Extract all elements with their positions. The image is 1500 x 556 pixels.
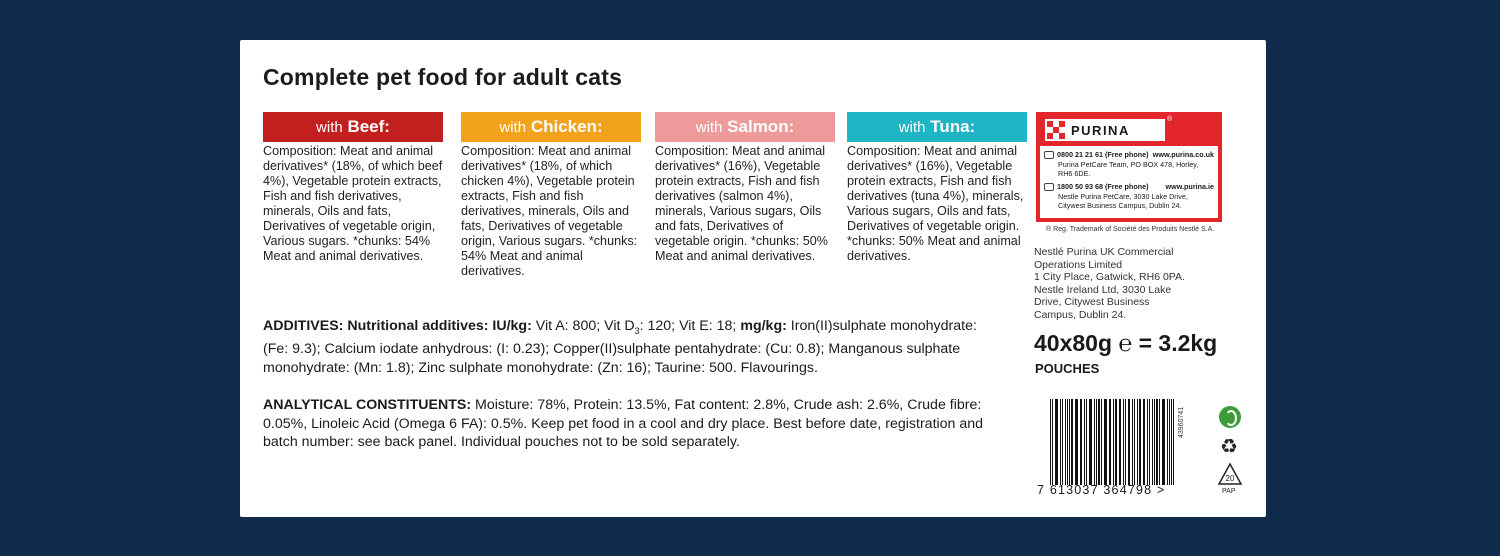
barcode-bar — [1067, 399, 1068, 485]
barcode-bar — [1071, 399, 1072, 485]
additives-section: ADDITIVES: Nutritional additives: IU/kg: Vit A: 800; Vit $D_3$: 120; Vit E: 18; mg/kg: Iron(II)sulphate monohydrate: (Fe: 9.3); Calcium iodate anhydrous: (I: 0.23); Copper(II)sulphate pentahydrate: (Cu: 0.8); Manganous sulphate monohydrate: (Mn: 1.8); Zinc sulphate monohydrate: (Zn: 16); Taurine: 500. Flavourings. — [263, 318, 977, 376]
variety-name: Beef: — [347, 117, 390, 136]
variety-banner: with Tuna: — [847, 112, 1027, 142]
barcode-bar — [1105, 399, 1106, 485]
variety-name: Tuna: — [930, 117, 976, 136]
variety-chicken — [461, 112, 641, 279]
barcode-bar — [1094, 399, 1095, 485]
barcode-bar — [1144, 399, 1145, 485]
recycle-icon: ♻ — [1220, 436, 1238, 458]
variety-name: Salmon: — [727, 117, 795, 136]
barcode-bar — [1147, 399, 1148, 485]
svg-text:20: 20 — [1225, 474, 1235, 483]
barcode-bar — [1139, 399, 1141, 485]
barcode-bar — [1137, 399, 1138, 485]
page-title: Complete pet food for adult cats — [263, 64, 623, 90]
barcode — [1050, 395, 1176, 485]
company-address: Nestlé Purina UK Commercial Operations Limited 1 City Place, Gatwick, RH6 0PA. Nestle Ireland Ltd, 3030 Lake Drive, Citywest Business Campus, Dublin 24. — [1034, 246, 1185, 321]
barcode-bar — [1162, 399, 1163, 485]
barcode-bar — [1159, 399, 1160, 485]
barcode-bar — [1152, 399, 1153, 485]
barcode-bar — [1090, 399, 1091, 485]
purina-logo: PURINA — [1044, 118, 1166, 142]
barcode-bar — [1075, 399, 1076, 485]
phone-icon — [1044, 183, 1054, 191]
green-dot-icon — [1219, 406, 1241, 428]
barcode-bar — [1113, 399, 1114, 485]
purina-contact-box: PURINA ® 0800 21 21 61 (Free phone) www.purina.co.uk Purina PetCare Team, PO BOX 478, Horley, RH6 6DE. 1800 50 93 68 (Free phone) www.purina.ie Nestle Purina PetCare, 3030 Lake Drive, Citywest Business Campus, Dublin 24. — [1036, 112, 1222, 222]
checkerboard-icon — [1047, 121, 1065, 139]
barcode-bar — [1056, 399, 1057, 485]
barcode-bar — [1098, 399, 1100, 485]
barcode-bar — [1065, 399, 1066, 485]
barcode-bar — [1171, 399, 1172, 485]
variety-tuna — [847, 112, 1027, 264]
barcode-side-number: 43960741 — [1178, 406, 1185, 438]
barcode-bar — [1173, 399, 1174, 485]
variety-name: Chicken: — [530, 117, 603, 136]
barcode-bar — [1134, 399, 1135, 485]
composition-text: Composition: Meat and animal derivatives* (18%, of which beef 4%), Vegetable protein extracts, Fish and fish derivatives, minerals, Oils and fats, Derivatives of vegetable origin, Various sugars. *chunks: 54% Meat and animal derivatives. — [263, 144, 443, 263]
barcode-bar — [1104, 399, 1105, 485]
composition-text: Composition: Meat and animal derivatives* (16%), Vegetable protein extracts, Fish and fish derivatives (tuna 4%), minerals, Various sugars, Oils and fats, Derivatives of vegetable origin. *chunks: 50% Meat and animal derivatives. — [847, 144, 1024, 263]
barcode-bar — [1084, 399, 1085, 485]
uk-url[interactable]: www.purina.co.uk — [1152, 150, 1214, 159]
barcode-bar — [1143, 399, 1144, 485]
pap-recycle-triangle-icon — [1217, 462, 1243, 486]
pap-label: PAP — [1222, 488, 1236, 495]
variety-beef — [263, 112, 443, 264]
contact-card: 0800 21 21 61 (Free phone) www.purina.co.uk Purina PetCare Team, PO BOX 478, Horley, RH6 6DE. 1800 50 93 68 (Free phone) www.purina.ie Nestle Purina PetCare, 3030 Lake Drive, Citywest Business Campus, Dublin 24. — [1040, 146, 1218, 218]
barcode-bar — [1156, 399, 1158, 485]
barcode-bar — [1089, 399, 1090, 485]
barcode-bar — [1115, 399, 1117, 485]
barcode-bar — [1062, 399, 1063, 485]
barcode-bar — [1080, 399, 1081, 485]
composition-text: Composition: Meat and animal derivatives* (16%), Vegetable protein extracts, Fish and fish derivatives (salmon 4%), minerals, Various sugars, Oils and fats, Derivatives of vegetable origin. *chunks: 50% Meat and animal derivatives. — [655, 144, 828, 263]
barcode-bar — [1096, 399, 1097, 485]
barcode-bar — [1110, 399, 1111, 485]
ie-url[interactable]: www.purina.ie — [1165, 182, 1214, 191]
pouches-label: POUCHES — [1035, 361, 1100, 376]
variety-banner: with Beef: — [263, 112, 443, 142]
barcode-bar — [1163, 399, 1164, 485]
label-panel — [240, 40, 1266, 517]
barcode-bar — [1055, 399, 1056, 485]
composition-text: Composition: Meat and animal derivatives* (18%, of which chicken 4%), Vegetable protein extracts, Fish and fish derivatives, minerals, Oils and fats, Derivatives of vegetable origin, Various sugars. *chunks: 54% Meat and animal derivatives. — [461, 144, 638, 278]
barcode-bar — [1076, 399, 1078, 485]
uk-contact: 0800 21 21 61 (Free phone) www.purina.co.uk — [1044, 150, 1216, 160]
barcode-bar — [1069, 399, 1070, 485]
barcode-bar — [1149, 399, 1150, 485]
barcode-bar — [1123, 399, 1124, 485]
ie-contact: 1800 50 93 68 (Free phone) www.purina.ie — [1044, 182, 1216, 192]
barcode-bar — [1101, 399, 1102, 485]
barcode-bar — [1119, 399, 1120, 485]
variety-banner: with Salmon: — [655, 112, 835, 142]
barcode-bar — [1128, 399, 1129, 485]
barcode-digits: 7 613037 364798 > — [1037, 483, 1166, 497]
variety-salmon — [655, 112, 835, 264]
barcode-bar — [1125, 399, 1126, 485]
barcode-bar — [1081, 399, 1082, 485]
net-weight: 40x80g ℮ = 3.2kg — [1034, 330, 1218, 356]
barcode-bar — [1052, 399, 1053, 485]
barcode-bar — [1129, 399, 1130, 485]
analytical-constituents: ANALYTICAL CONSTITUENTS: Moisture: 78%, Protein: 13.5%, Fat content: 2.8%, Crude ash: 2.6%, Crude fibre: 0.05%, Linoleic Acid (Omega 6 FA): 0.5%. Keep pet food in a cool and dry place. Best before date, registration and batch number: see back panel. Individual pouches not to be sold separately. — [263, 397, 984, 450]
barcode-bar — [1109, 399, 1110, 485]
barcode-bar — [1132, 399, 1133, 485]
barcode-bar — [1120, 399, 1121, 485]
barcode-bar — [1154, 399, 1155, 485]
barcode-bar — [1086, 399, 1087, 485]
barcode-bar — [1169, 399, 1170, 485]
phone-icon — [1044, 151, 1054, 159]
barcode-bar — [1060, 399, 1062, 485]
variety-banner: with Chicken: — [461, 112, 641, 142]
trademark-note: ® Reg. Trademark of Société des Produits Nestlé S.A. — [1046, 226, 1215, 233]
barcode-bar — [1167, 399, 1168, 485]
barcode-bar — [1050, 399, 1051, 485]
